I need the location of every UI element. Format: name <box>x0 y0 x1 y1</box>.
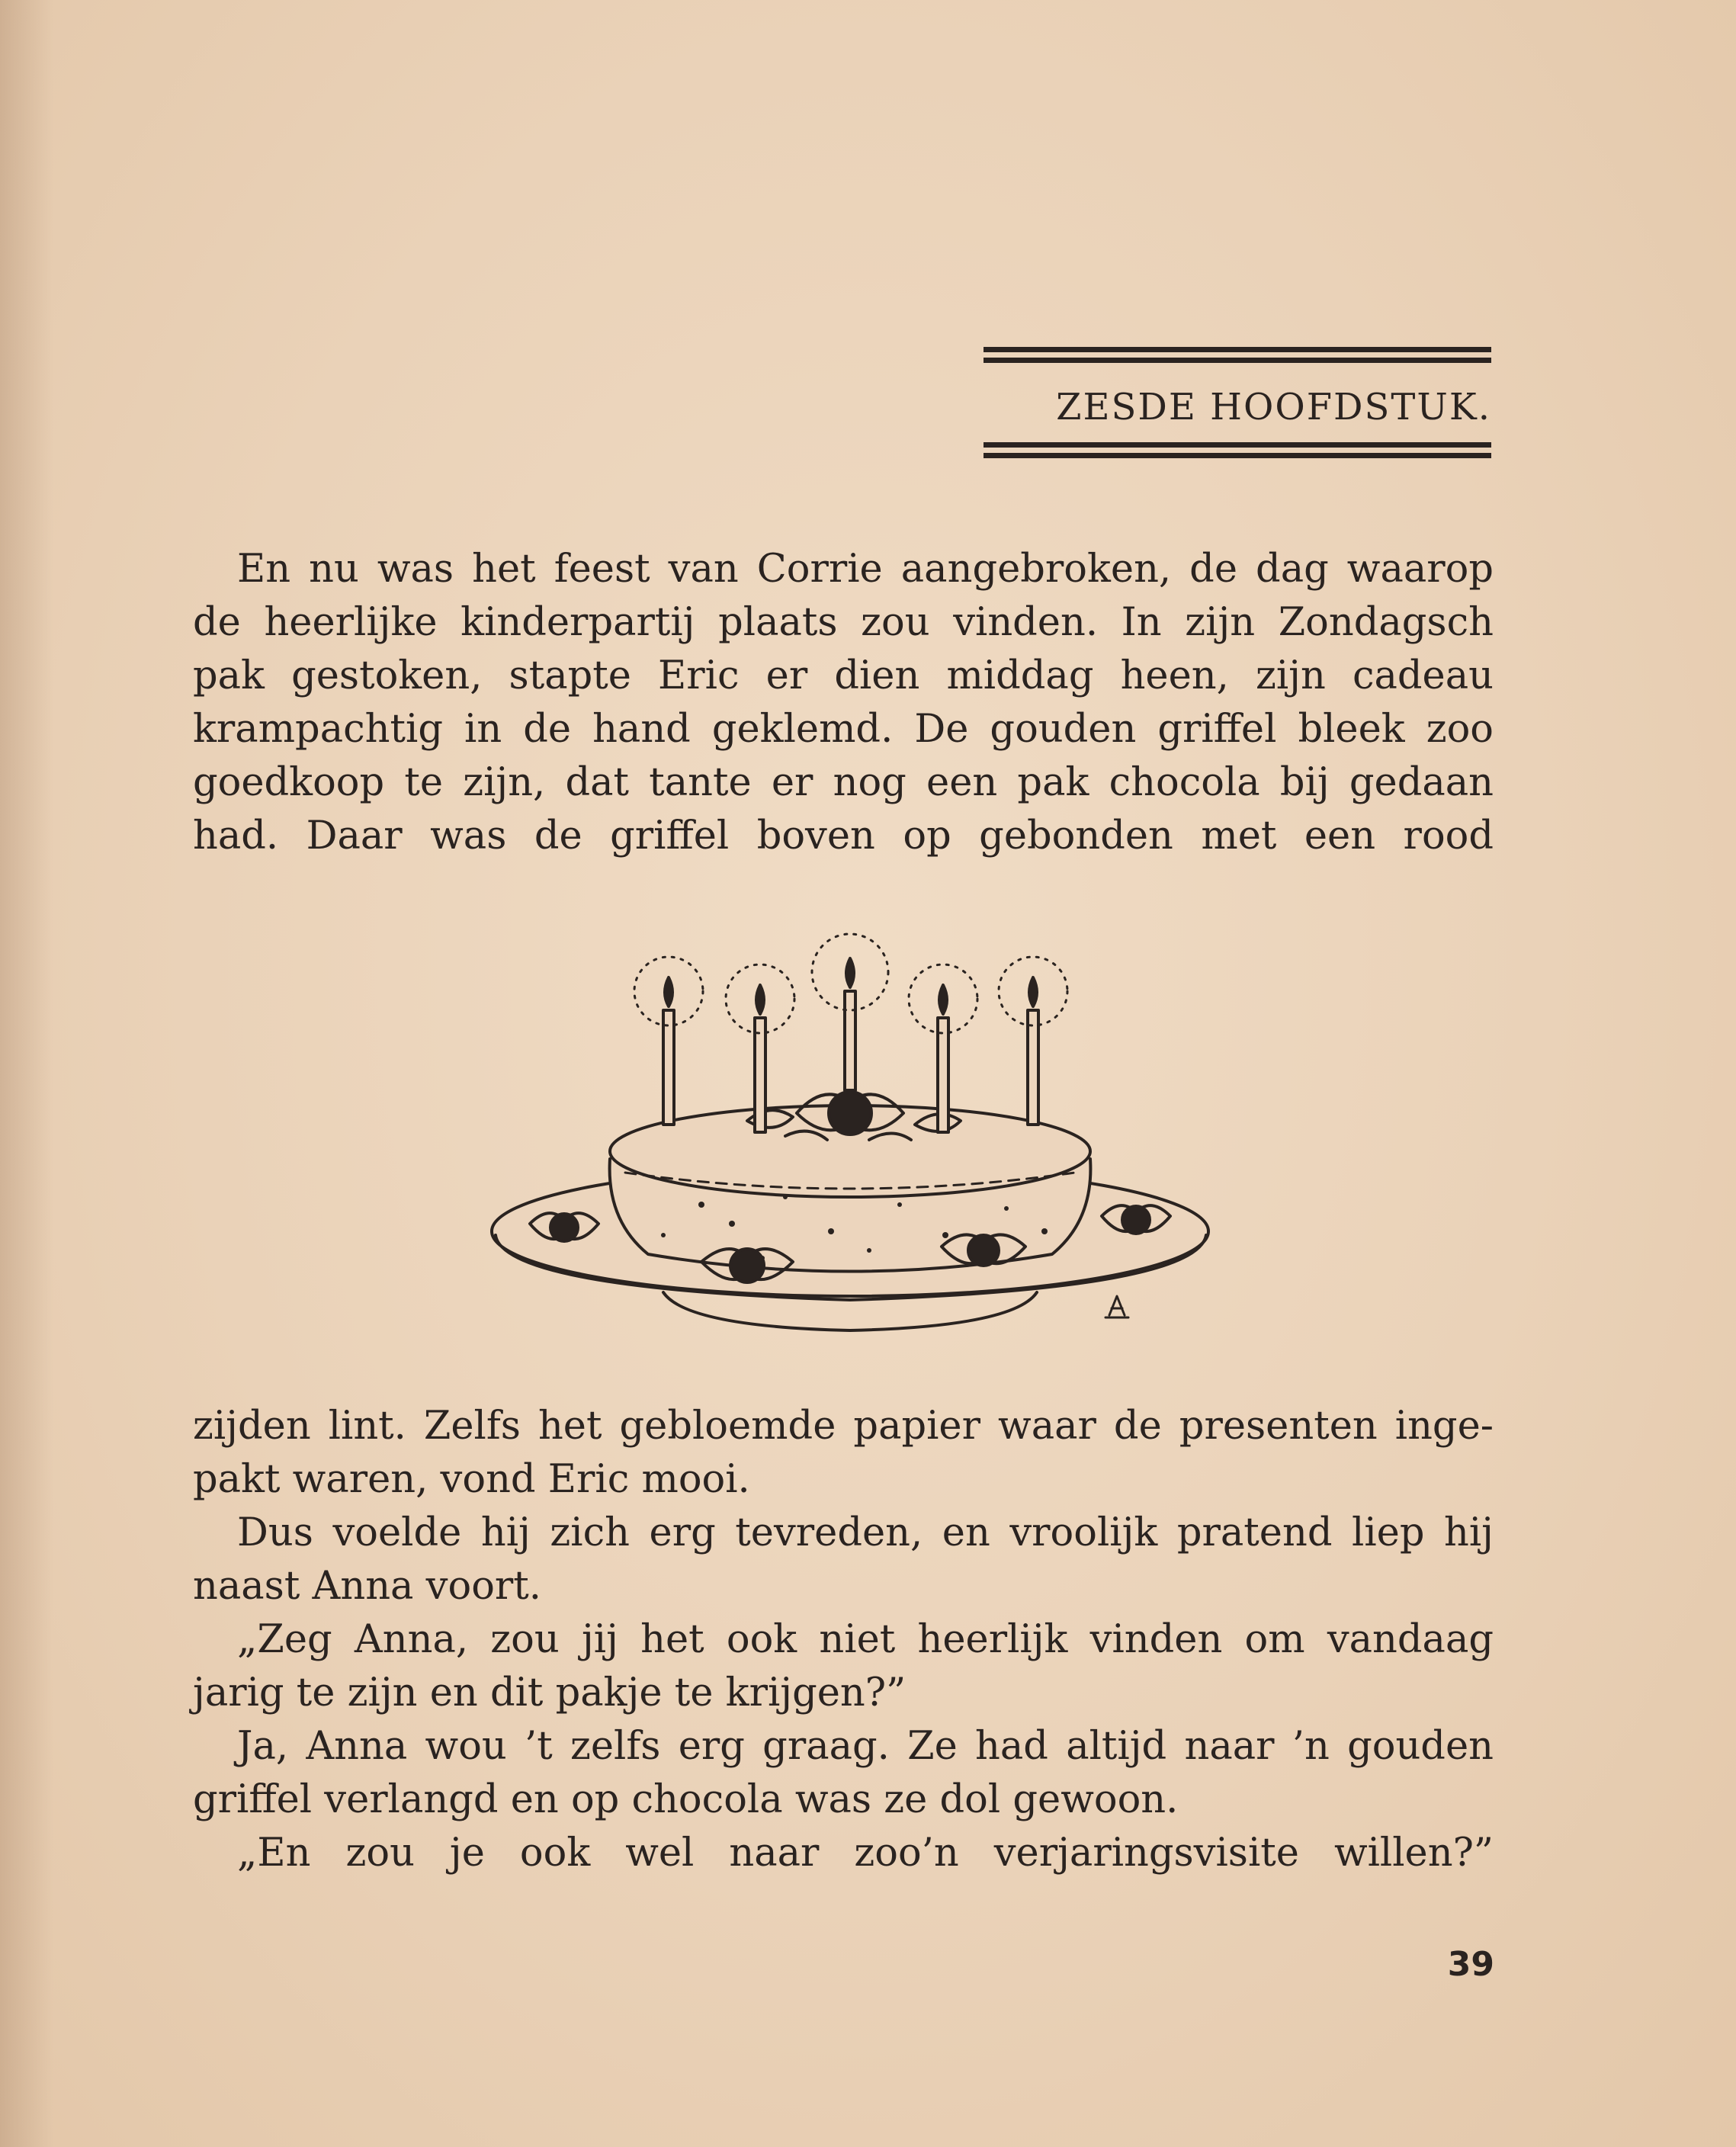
text-line: de heerlijke kinderpartij plaats zou vinden. In zijn Zondagsch <box>193 600 1494 645</box>
text-line: zijden lint. Zelfs het gebloemde papier waar de presenten inge- <box>193 1404 1494 1449</box>
text-line: pak gestoken, stapte Eric er dien middag heen, zijn cadeau <box>193 653 1494 698</box>
text-line: En nu was het feest van Corrie aangebroken, de dag waarop <box>237 547 1494 592</box>
text-line: naast Anna voort. <box>193 1564 541 1609</box>
birthday-cake-illustration <box>473 930 1227 1365</box>
text-line: goedkoop te zijn, dat tante er nog een pak chocola bij gedaan <box>193 760 1494 805</box>
text-line: „Zeg Anna, zou jij het ook niet heerlijk vinden om vandaag <box>237 1617 1494 1662</box>
text-line: „En zou je ook wel naar zoo’n verjaringsvisite willen?” <box>237 1831 1494 1876</box>
chapter-header <box>984 347 1491 458</box>
text-line: had. Daar was de griffel boven op gebonden met een rood <box>193 814 1494 858</box>
page-number: 39 <box>1447 1945 1494 1984</box>
header-rule-top-2 <box>984 358 1491 363</box>
paragraph-top <box>193 543 1494 863</box>
text-line: pakt waren, vond Eric mooi. <box>193 1457 750 1502</box>
page-gutter-shadow <box>0 0 53 2147</box>
header-rule-bottom-2 <box>984 453 1491 458</box>
text-line: griffel verlangd en op chocola was ze dol gewoon. <box>193 1777 1179 1822</box>
text-line: Ja, Anna wou ’t zelfs erg graag. Ze had altijd naar ’n gouden <box>237 1724 1494 1769</box>
artist-monogram <box>1105 1296 1128 1317</box>
text-line: krampachtig in de hand geklemd. De gouden griffel bleek zoo <box>193 707 1494 752</box>
chapter-title: ZESDE HOOFDSTUK. <box>1056 386 1491 428</box>
text-line: Dus voelde hij zich erg tevreden, en vroolijk pratend liep hij <box>237 1510 1494 1555</box>
header-rule-bottom-1 <box>984 442 1491 448</box>
header-rule-top-1 <box>984 347 1491 352</box>
text-line: jarig te zijn en dit pakje te krijgen?” <box>193 1670 907 1715</box>
paragraph-bottom <box>193 1400 1494 1880</box>
